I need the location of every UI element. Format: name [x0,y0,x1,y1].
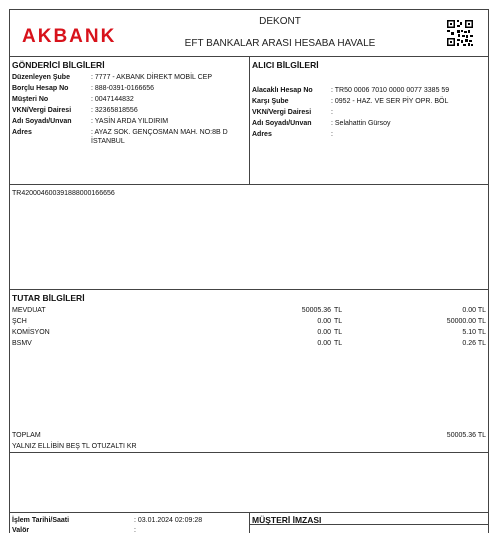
amount-name: MEVDUAT [12,307,46,314]
amount-value-1: 0.00 [317,340,331,347]
amount-value-1: 0.00 [317,318,331,325]
party-divider [249,56,250,184]
amount-value-1: 0.00 [317,329,331,336]
receiver-label: Karşı Şube [252,98,289,105]
receiver-label: VKN/Vergi Dairesi [252,109,312,116]
amount-unit-2: TL [477,329,486,336]
total-unit: TL [477,432,486,439]
receiver-label: Adı Soyadı/Unvan [252,120,312,127]
valor-label: Valör [12,527,30,534]
amount-value-2: 50000.00 [446,318,476,325]
document-title: DEKONT [259,16,301,27]
receiver-value: : TR50 0006 7010 0000 0077 3385 59 [331,87,450,94]
amount-unit-2: TL [477,340,486,347]
sender-value: : YASİN ARDA YILDIRIM [91,118,169,125]
amount-value-2: 5.10 [462,329,476,336]
valor-value: : [134,527,136,534]
sender-value: : 32365818556 [91,107,138,114]
amount-unit-1: TL [334,340,343,347]
transaction-date-label: İşlem Tarihi/Saati [12,517,70,524]
transaction-reference: TR420004600391888000166656 [12,190,115,197]
receiver-value: : Selahattin Gürsoy [331,120,391,127]
party-bottom-line [9,184,489,185]
sender-label: Düzenleyen Şube [12,74,70,81]
sender-label: Borçlu Hesap No [12,85,69,92]
receiver-section-title: ALICI BİLGİLERİ [252,60,319,70]
total-value: 50005.36 [446,432,476,439]
receiver-label: Alacaklı Hesap No [252,87,313,94]
sender-value: : 0047144832 [91,96,134,103]
akbank-logo: AKBANK [22,26,117,47]
amounts-section-title: TUTAR BİLGİLERİ [12,293,85,303]
amount-unit-2: TL [477,318,486,325]
amount-name: BSMV [12,340,32,347]
sender-section-title: GÖNDERİCİ BİLGİLERİ [12,60,105,70]
amount-unit-1: TL [334,307,343,314]
sender-value: : 7777 - AKBANK DİREKT MOBİL CEP [91,74,212,81]
receiver-label: Adres [252,131,272,138]
amounts-top-line [9,289,489,290]
footer-divider [249,512,250,533]
sender-label: Müşteri No [12,96,49,103]
amounts-bottom-line [9,452,489,453]
sender-label: Adı Soyadı/Unvan [12,118,72,125]
amount-name: ŞCH [12,318,27,325]
amount-value-2: 0.00 [462,307,476,314]
amount-unit-2: TL [477,307,486,314]
total-label: TOPLAM [12,432,41,439]
amount-unit-1: TL [334,318,343,325]
receiver-value: : [331,131,333,138]
amount-value-1: 50005.36 [301,307,331,314]
sender-label: VKN/Vergi Dairesi [12,107,72,114]
receiver-value: : 0952 - HAZ. VE SER PİY OPR. BÖL [331,98,449,105]
qr-code-icon [446,19,474,47]
sender-address-value: : AYAZ SOK. GENÇOSMAN MAH. NO:8B D İSTANBUL [91,129,228,145]
sender-value: : 888-0391-0166656 [91,85,155,92]
amount-in-words: YALNIZ ELLİBİN BEŞ TL OTUZALTI KR [12,443,137,450]
amount-unit-1: TL [334,329,343,336]
receiver-value: : [331,109,333,116]
document-subtitle: EFT BANKALAR ARASI HESABA HAVALE [184,38,376,49]
amount-value-2: 0.26 [462,340,476,347]
transaction-date-value: : 03.01.2024 02:09:28 [134,517,203,524]
amount-name: KOMİSYON [12,329,50,336]
sender-label: Adres [12,129,32,136]
signature-title: MÜŞTERİ İMZASI [252,515,322,525]
